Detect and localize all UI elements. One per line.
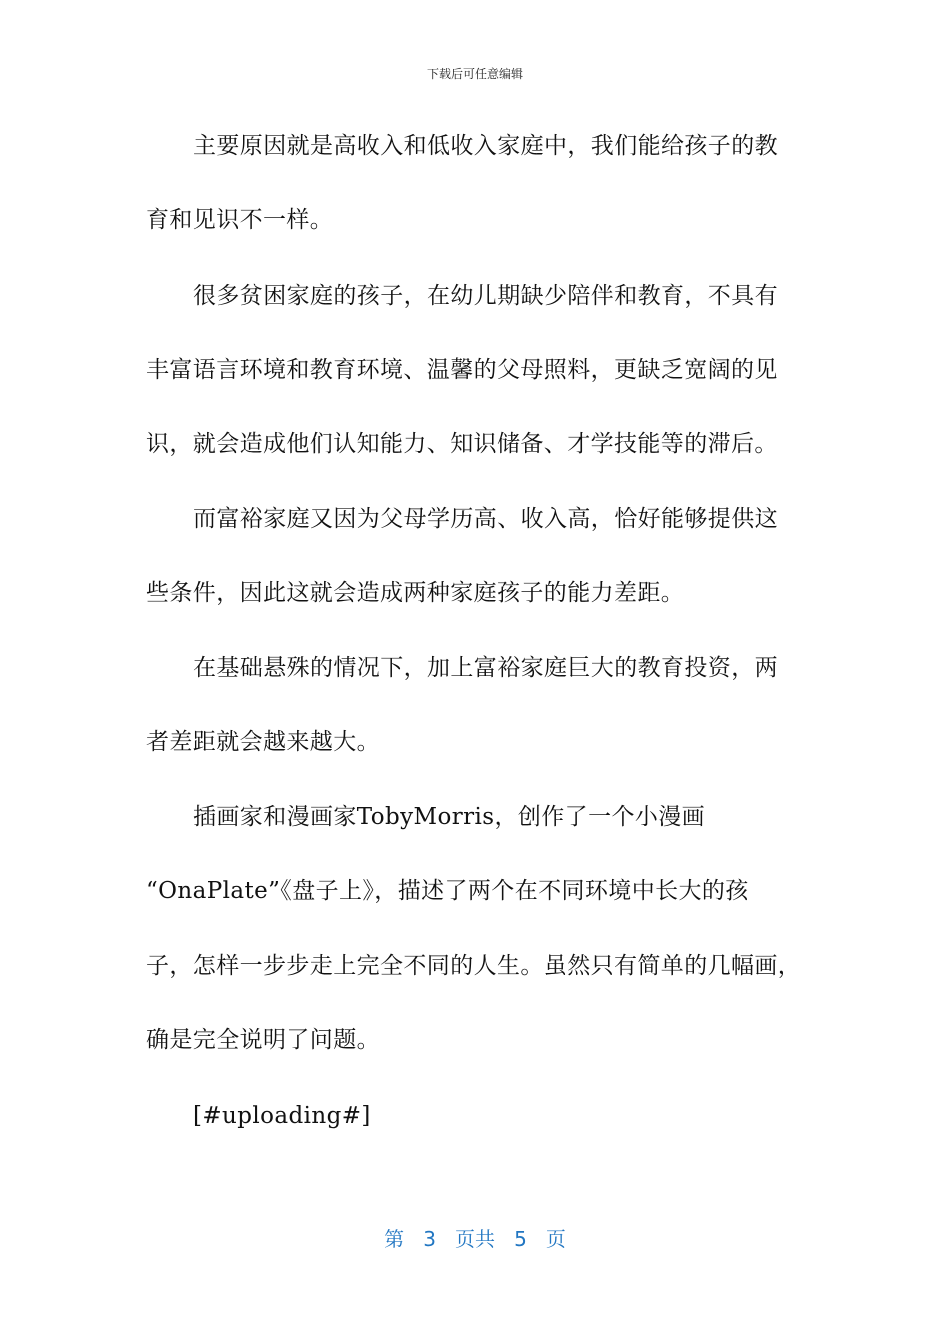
paragraph-line: 在基础悬殊的情况下，加上富裕家庭巨大的教育投资，两 (193, 655, 778, 681)
paragraph-line: 插画家和漫画家TobyMorris，创作了一个小漫画 (193, 804, 706, 830)
current-page-number: 3 (423, 1227, 436, 1251)
paragraph-line: 主要原因就是高收入和低收入家庭中，我们能给孩子的教 (193, 133, 778, 159)
footer-middle: 页共 (455, 1227, 495, 1251)
paragraph-line: 些条件，因此这就会造成两种家庭孩子的能力差距。 (146, 580, 685, 606)
page-header: 下载后可任意编辑 (426, 67, 523, 81)
paragraph-line: 确是完全说明了问题。 (146, 1027, 380, 1053)
paragraph-line: “OnaPlate”《盘子上》，描述了两个在不同环境中长大的孩 (146, 878, 749, 904)
paragraph-line: 很多贫困家庭的孩子，在幼儿期缺少陪伴和教育，不具有 (193, 283, 778, 309)
footer-prefix: 第 (384, 1227, 405, 1251)
paragraph-line: 子，怎样一步步走上完全不同的人生。虽然只有简单的几幅画， (146, 953, 802, 979)
paragraph-line: 者差距就会越来越大。 (146, 729, 380, 755)
page-footer (0, 1226, 950, 1252)
paragraph-line: 而富裕家庭又因为父母学历高、收入高，恰好能够提供这 (193, 506, 778, 532)
total-pages-number: 5 (514, 1227, 527, 1251)
paragraph-line: 育和见识不一样。 (146, 207, 334, 233)
image-placeholder: [#uploading#] (193, 1103, 371, 1129)
paragraph-line: 识，就会造成他们认知能力、知识储备、才学技能等的滞后。 (146, 431, 778, 457)
paragraph-line: 丰富语言环境和教育环境、温馨的父母照料，更缺乏宽阔的见 (146, 357, 778, 383)
footer-suffix: 页 (545, 1227, 566, 1251)
